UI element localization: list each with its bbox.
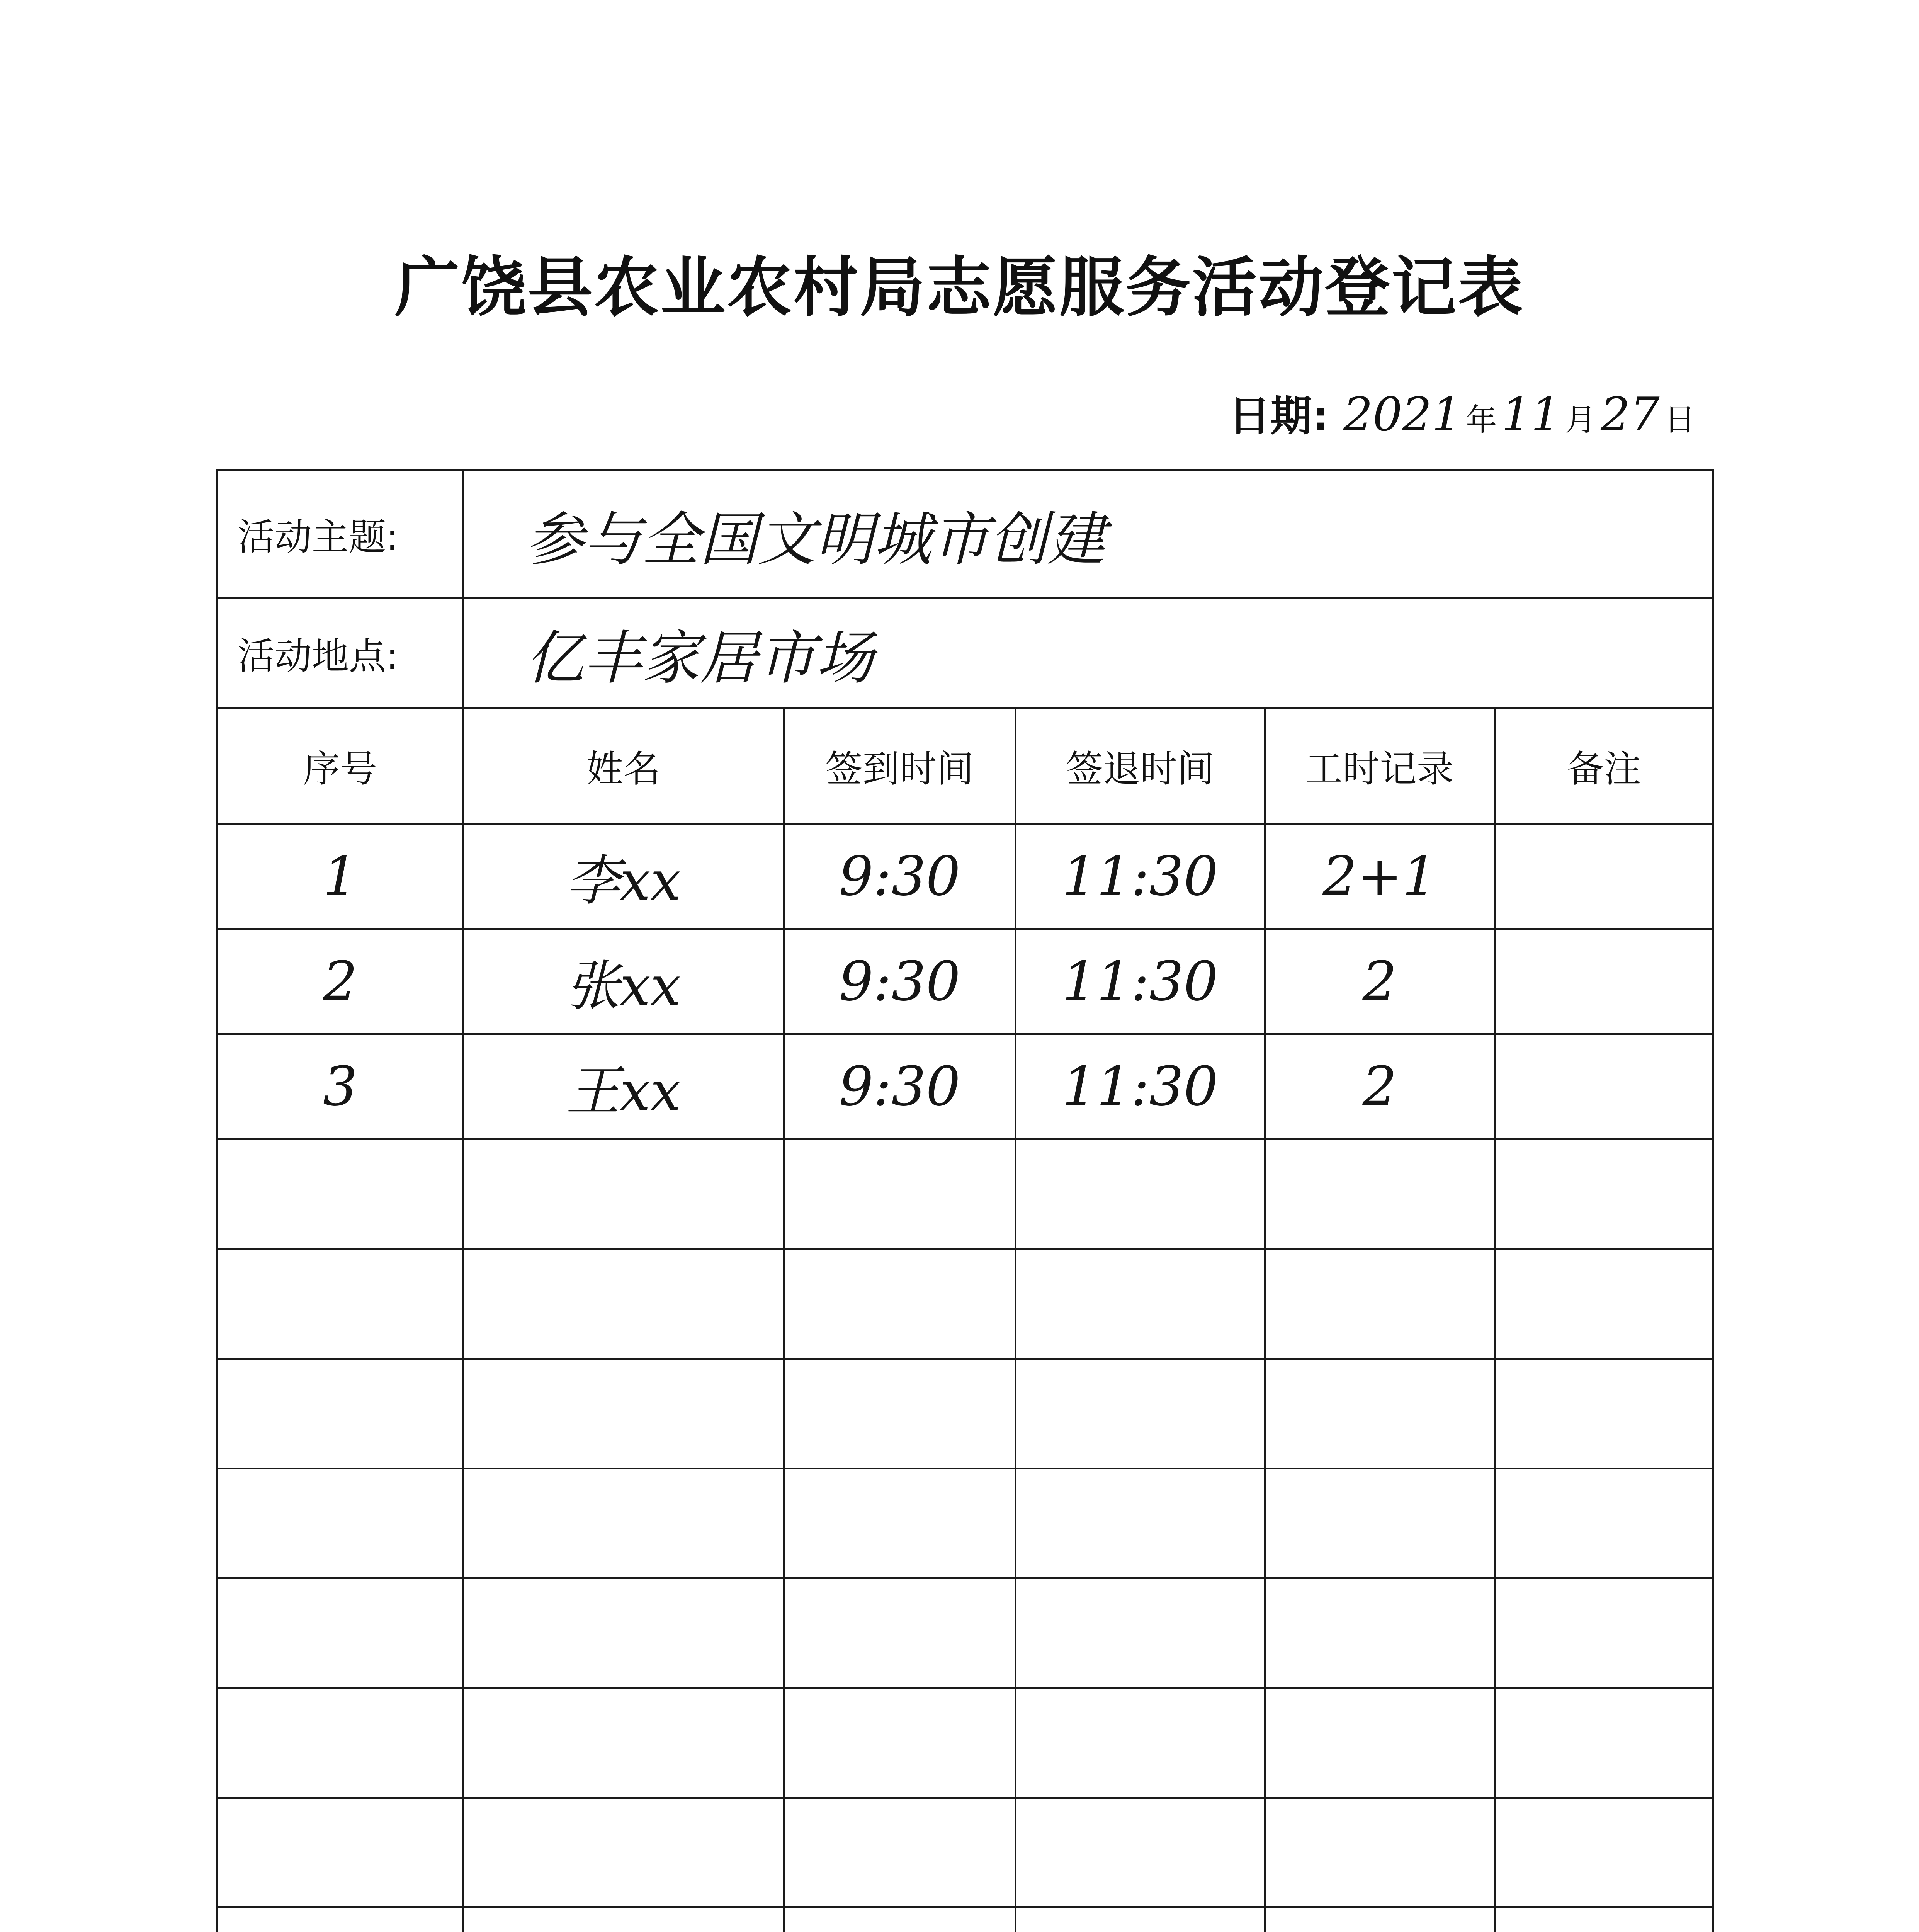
- table-row: [218, 929, 1713, 1034]
- empty-row: [218, 1578, 1713, 1688]
- date-month-unit: 月: [1565, 402, 1596, 438]
- empty-cell: [463, 1469, 784, 1578]
- empty-cell: [784, 1359, 1016, 1469]
- row-sign-out: 11:30: [1016, 929, 1265, 1034]
- header-name: 姓名: [463, 708, 784, 824]
- empty-cell: [1265, 1578, 1495, 1688]
- date-day-unit: 日: [1664, 402, 1695, 438]
- date-year: 2021: [1343, 388, 1462, 442]
- empty-cell: [1265, 1688, 1495, 1798]
- empty-cell: [1016, 1578, 1265, 1688]
- empty-cell: [463, 1578, 784, 1688]
- empty-cell: [1495, 1139, 1713, 1249]
- empty-cell: [1265, 1908, 1495, 1932]
- row-name: 张xx: [463, 929, 784, 1034]
- row-name: 李xx: [463, 824, 784, 929]
- empty-row: [218, 1798, 1713, 1908]
- registration-table: [216, 469, 1714, 1932]
- place-label: 活动地点:: [218, 598, 463, 708]
- empty-row: [218, 1469, 1713, 1578]
- row-hours: 2: [1265, 1034, 1495, 1139]
- empty-cell: [1495, 1908, 1713, 1932]
- row-hours: 2: [1265, 929, 1495, 1034]
- empty-cell: [1265, 1469, 1495, 1578]
- row-no: 3: [218, 1034, 463, 1139]
- row-sign-in: 9:30: [784, 1034, 1016, 1139]
- empty-cell: [1265, 1359, 1495, 1469]
- header-sign-out: 签退时间: [1016, 708, 1265, 824]
- empty-cell: [218, 1578, 463, 1688]
- empty-cell: [1016, 1798, 1265, 1908]
- table-row: [218, 824, 1713, 929]
- empty-row: [218, 1139, 1713, 1249]
- date-day: 27: [1600, 388, 1660, 442]
- empty-cell: [463, 1798, 784, 1908]
- empty-cell: [218, 1359, 463, 1469]
- table-row: [218, 1034, 1713, 1139]
- row-note: [1495, 1034, 1713, 1139]
- empty-cell: [218, 1249, 463, 1359]
- header-note: 备注: [1495, 708, 1713, 824]
- empty-cell: [1495, 1359, 1713, 1469]
- empty-cell: [463, 1359, 784, 1469]
- row-note: [1495, 824, 1713, 929]
- empty-row: [218, 1908, 1713, 1932]
- row-sign-in: 9:30: [784, 824, 1016, 929]
- date-label: 日期:: [1229, 392, 1329, 440]
- empty-cell: [1016, 1688, 1265, 1798]
- empty-cell: [784, 1469, 1016, 1578]
- empty-cell: [463, 1249, 784, 1359]
- empty-cell: [784, 1249, 1016, 1359]
- empty-cell: [1016, 1469, 1265, 1578]
- empty-cell: [784, 1139, 1016, 1249]
- empty-cell: [218, 1908, 463, 1932]
- table-header-row: [218, 708, 1713, 824]
- empty-cell: [218, 1469, 463, 1578]
- place-value: 亿丰家居市场: [463, 598, 1713, 708]
- date-line: [1229, 383, 1700, 442]
- empty-cell: [218, 1798, 463, 1908]
- empty-cell: [218, 1139, 463, 1249]
- place-row: [218, 598, 1713, 708]
- empty-row: [218, 1688, 1713, 1798]
- empty-cell: [1265, 1139, 1495, 1249]
- topic-row: [218, 471, 1713, 598]
- empty-cell: [1265, 1249, 1495, 1359]
- empty-cell: [1495, 1249, 1713, 1359]
- header-no: 序号: [218, 708, 463, 824]
- empty-cell: [1016, 1139, 1265, 1249]
- empty-cell: [784, 1578, 1016, 1688]
- empty-cell: [1265, 1798, 1495, 1908]
- header-hours: 工时记录: [1265, 708, 1495, 824]
- empty-row: [218, 1359, 1713, 1469]
- row-sign-out: 11:30: [1016, 1034, 1265, 1139]
- empty-cell: [784, 1688, 1016, 1798]
- empty-cell: [218, 1688, 463, 1798]
- empty-cell: [463, 1139, 784, 1249]
- topic-value: 参与全国文明城市创建: [463, 471, 1713, 598]
- empty-cell: [1495, 1688, 1713, 1798]
- empty-cell: [784, 1798, 1016, 1908]
- empty-cell: [1495, 1578, 1713, 1688]
- row-sign-in: 9:30: [784, 929, 1016, 1034]
- header-sign-in: 签到时间: [784, 708, 1016, 824]
- empty-cell: [1016, 1908, 1265, 1932]
- row-hours: 2+1: [1265, 824, 1495, 929]
- date-year-unit: 年: [1466, 402, 1497, 438]
- empty-row: [218, 1249, 1713, 1359]
- date-month: 11: [1501, 388, 1560, 442]
- empty-cell: [463, 1908, 784, 1932]
- empty-cell: [1495, 1469, 1713, 1578]
- row-name: 王xx: [463, 1034, 784, 1139]
- row-sign-out: 11:30: [1016, 824, 1265, 929]
- empty-cell: [1495, 1798, 1713, 1908]
- row-no: 1: [218, 824, 463, 929]
- empty-cell: [1016, 1359, 1265, 1469]
- row-note: [1495, 929, 1713, 1034]
- empty-cell: [463, 1688, 784, 1798]
- empty-cell: [1016, 1249, 1265, 1359]
- row-no: 2: [218, 929, 463, 1034]
- empty-cell: [784, 1908, 1016, 1932]
- page-title: 广饶县农业农村局志愿服务活动登记表: [394, 249, 1525, 325]
- topic-label: 活动主题:: [218, 471, 463, 598]
